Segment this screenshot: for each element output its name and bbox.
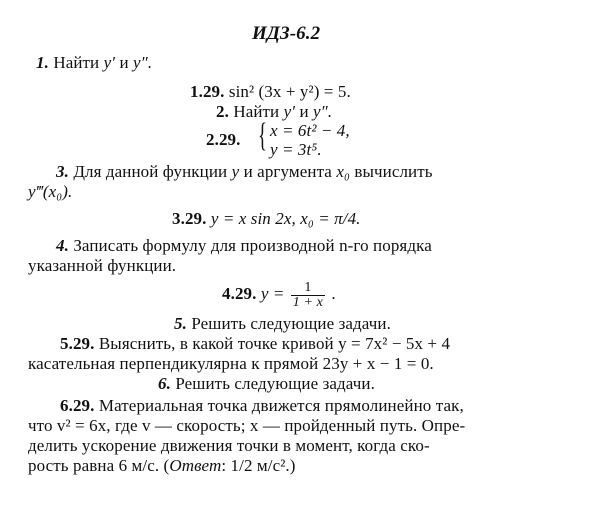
problem-5-29-line-1 xyxy=(60,334,450,354)
problem-4-29-label: 4.29. xyxy=(222,284,257,303)
task-1 xyxy=(36,53,152,73)
problem-5-29-line-2: касательная перпендикулярна к прямой 23y + x − 1 = 0. xyxy=(28,354,434,373)
problem-6-29-text-4b: : 1/2 м/с².) xyxy=(221,456,296,475)
answer-label: Ответ xyxy=(169,456,222,475)
task-1-y2: y″. xyxy=(133,53,153,72)
task-3-line-2: y‴(x₀). xyxy=(28,182,73,201)
problem-6-29-text-4a: рость равна 6 м/с. ( xyxy=(28,456,170,475)
system-brace: { xyxy=(258,117,267,154)
task-3-text-2: и аргумента xyxy=(243,162,332,181)
task-1-and: и xyxy=(119,53,129,72)
problem-6-29-label: 6.29. xyxy=(60,396,95,415)
task-3-text-3: вычислить xyxy=(354,162,433,181)
task-3-y: y xyxy=(231,162,240,181)
problem-6-29-line-3: делить ускорение движения точки в момент, когда ско- xyxy=(28,436,430,455)
fraction-denominator: 1 + x xyxy=(292,294,323,310)
problem-4-29-fraction xyxy=(291,281,325,310)
problem-5-29-text-1: Выяснить, в какой точке кривой y = 7x² − 5x + 4 xyxy=(98,334,451,353)
task-6-number: 6. xyxy=(158,374,171,393)
page-title: ИДЗ-6.2 xyxy=(252,23,321,44)
fraction-numerator: 1 xyxy=(291,281,325,296)
task-4-line-1 xyxy=(56,236,432,256)
problem-6-29-text-1: Материальная точка движется прямолинейно так, xyxy=(98,396,464,415)
problem-3-29-formula: y = x sin 2x, x₀ = π/4. xyxy=(210,209,361,228)
task-4-text-1: Записать формулу для производной n-го порядка xyxy=(73,236,432,255)
task-2-y1: y′ xyxy=(283,102,296,121)
task-5-number: 5. xyxy=(174,314,187,333)
task-6-text: Решить следующие задачи. xyxy=(175,374,375,393)
problem-2-29-eq1: x = 6t² − 4, xyxy=(270,121,350,140)
problem-4-29 xyxy=(222,278,336,310)
task-5-text: Решить следующие задачи. xyxy=(191,314,391,333)
task-2-and: и xyxy=(299,102,309,121)
problem-4-29-lhs: y = xyxy=(260,284,285,303)
task-2-number: 2. xyxy=(216,102,229,121)
problem-6-29-line-2: что v² = 6x, где v — скорость; x — пройденный путь. Опре- xyxy=(28,416,466,435)
task-2-y2: y″. xyxy=(313,102,333,121)
problem-1-29-formula: sin² (3x + y²) = 5. xyxy=(228,82,351,101)
problem-1-29 xyxy=(190,82,351,102)
task-1-number: 1. xyxy=(36,53,49,72)
problem-4-29-end: . xyxy=(331,284,336,303)
task-3-x0: x₀ xyxy=(336,162,350,181)
task-6 xyxy=(158,374,375,394)
task-4-number: 4. xyxy=(56,236,69,255)
problem-1-29-label: 1.29. xyxy=(190,82,225,101)
problem-3-29-label: 3.29. xyxy=(172,209,207,228)
task-3-number: 3. xyxy=(56,162,69,181)
task-2-text: Найти xyxy=(233,102,280,121)
problem-2-29-eq2: y = 3t⁵. xyxy=(270,140,322,159)
task-5 xyxy=(174,314,391,334)
task-4-line-2: указанной функции. xyxy=(28,256,177,275)
problem-6-29-line-1 xyxy=(60,396,464,416)
task-1-y1: y′ xyxy=(103,53,116,72)
task-3-line-1 xyxy=(56,162,433,182)
problem-5-29-label: 5.29. xyxy=(60,334,95,353)
task-2 xyxy=(216,102,332,122)
problem-2-29-label: 2.29. xyxy=(206,130,241,149)
task-3-text-1: Для данной функции xyxy=(73,162,228,181)
problem-6-29-line-4 xyxy=(28,456,296,476)
problem-3-29 xyxy=(172,209,361,229)
task-1-text: Найти xyxy=(53,53,100,72)
